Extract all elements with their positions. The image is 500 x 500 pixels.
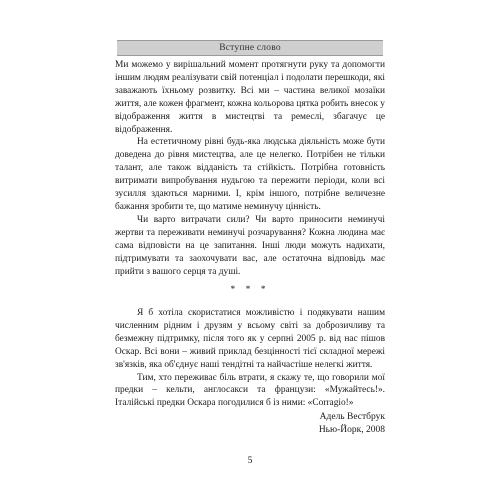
- paragraph-5: Тим, хто переживає біль втрати, я скажу те, що говорили мої предки – кельти, англосакси та французи: «Мужайтесь!». Італійські предки Оскара погодилися б із ними: «Corragio!»: [115, 372, 385, 409]
- paragraph-3: Чи варто витрачати сили? Чи варто приносити неминучі жертви та переживати неминучі розчарування? Кожна людина має сама відповісти на це запитання. Інші люди можуть надихати, підтримувати та заохочувати вас, але остаточна відповідь має прийти з вашого серця та душі.: [115, 214, 385, 277]
- page-body-second: [115, 307, 385, 410]
- header-title: Вступне слово: [219, 43, 281, 53]
- author-name: Адель Вестбрук: [319, 412, 385, 422]
- paragraph-4: Я б хотіла скористатися можливістю і подякувати нашим численним рідним і друзям у всьому світі за доброзичливу та безмежну підтримку, після того як у серпні 2005 р. від нас пішов Оскар. Всі вони – живий приклад безцінності тієї складної мережі зв'язків, яка об'єднує наші тендітні та найчастіше нелегкі життя.: [115, 308, 385, 370]
- paragraph-1: Ми можемо у вирішальний момент протягнути руку та допомогти іншим людям реалізувати свій потенціал і подолати перешкоди, які заважають їхньому розвитку. Всі ми – частина великої мозаїки життя, але кожен фрагмент, кожна кольорова цятка робить внесок у відображення життя в мистецтві та ремеслі, збагачує це відображення.: [115, 60, 385, 135]
- signature-block: [319, 411, 385, 437]
- page-number: 5: [247, 456, 253, 466]
- section-separator: * * *: [230, 285, 270, 295]
- running-header: [117, 40, 383, 56]
- paragraph-2: На естетичному рівні будь-яка людська діяльність може бути доведена до рівня мистецтва, але це нелегко. Потрібен не тільки талант, але також відданість та стійкість. Потрібна готовність витримати випробування нудьгою та пережити періоди, коли всі зусилля здаються марними. І, крім іншого, потрібне величезне бажання зробити те, що матиме неминучу цінність.: [115, 137, 385, 212]
- place-date: Нью-Йорк, 2008: [318, 425, 385, 436]
- page-body: [115, 59, 385, 278]
